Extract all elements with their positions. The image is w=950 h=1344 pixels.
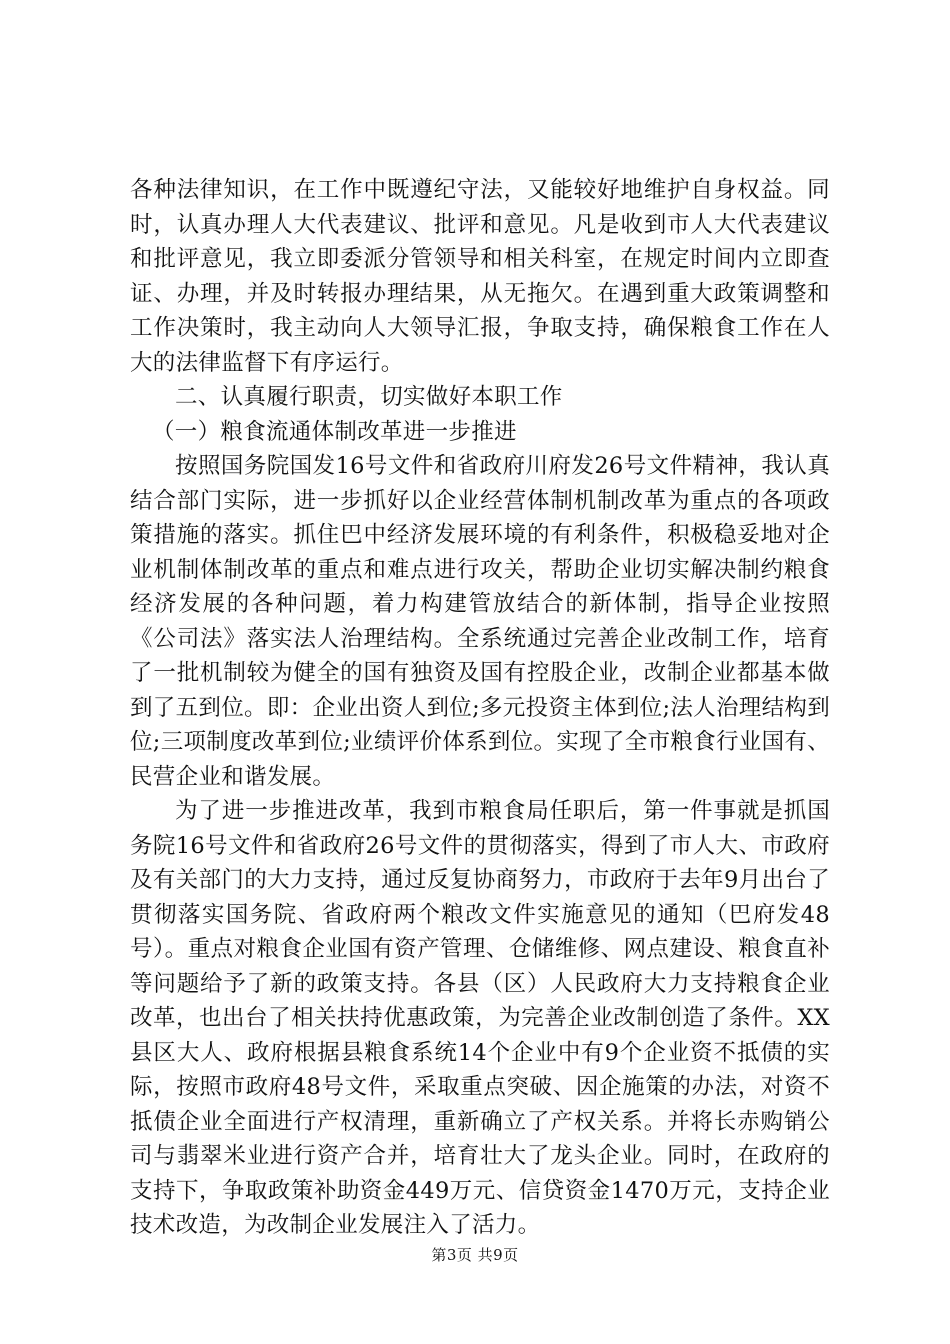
paragraph: 按照国务院国发16号文件和省政府川府发26号文件精神，我认真结合部门实际，进一步抓好以企业经营体制机制改革为重点的各项政策措施的落实。抓住巴中经济发展环境的有利条件，积极稳妥地对企业机制体制改革的重点和难点进行攻关，帮助企业切实解决制约粮食经济发展的各种问题，着力构建管放结合的新体制，指导企业按照《公司法》落实法人治理结构。全系统通过完善企业改制工作，培育了一批机制较为健全的国有独资及国有控股企业，改制企业都基本做到了五到位。即：企业出资人到位;多元投资主体到位;法人治理结构到位;三项制度改革到位;业绩评价体系到位。实现了全市粮食行业国有、民营企业和谐发展。 — [130, 453, 830, 790]
document-body — [130, 173, 830, 1243]
page-number-footer: 第3页 共9页 — [431, 1246, 519, 1264]
subsection-heading: （一）粮食流通体制改革进一步推进 — [152, 418, 517, 445]
section-heading: 二、认真履行职责，切实做好本职工作 — [175, 384, 563, 410]
paragraph: 为了进一步推进改革，我到市粮食局任职后，第一件事就是抓国务院16号文件和省政府26号文件的贯彻落实，得到了市人大、市政府及有关部门的大力支持，通过反复协商努力，市政府于去年9月出台了贯彻落实国务院、省政府两个粮改文件实施意见的通知（巴府发48号）。重点对粮食企业国有资产管理、仓储维修、网点建设、粮食直补等问题给予了新的政策支持。各县（区）人民政府大力支持粮食企业改革，也出台了相关扶持优惠政策，为完善企业改制创造了条件。XX县区大人、政府根据县粮食系统14个企业中有9个企业资不抵债的实际，按照市政府48号文件，采取重点突破、因企施策的办法，对资不抵债企业全面进行产权清理，重新确立了产权关系。并将长赤购销公司与翡翠米业进行资产合并，培育壮大了龙头企业。同时，在政府的支持下，争取政策补助资金449万元、信贷资金1470万元，支持企业技术改造，为改制企业发展注入了活力。 — [130, 798, 830, 1238]
paragraph-continuation: 各种法律知识，在工作中既遵纪守法，又能较好地维护自身权益。同时，认真办理人大代表建议、批评和意见。凡是收到市人大代表建议和批评意见，我立即委派分管领导和相关科室，在规定时间内立即查证、办理，并及时转报办理结果，从无拖欠。在遇到重大政策调整和工作决策时，我主动向人大领导汇报，争取支持，确保粮食工作在人大的法律监督下有序运行。 — [130, 177, 830, 376]
